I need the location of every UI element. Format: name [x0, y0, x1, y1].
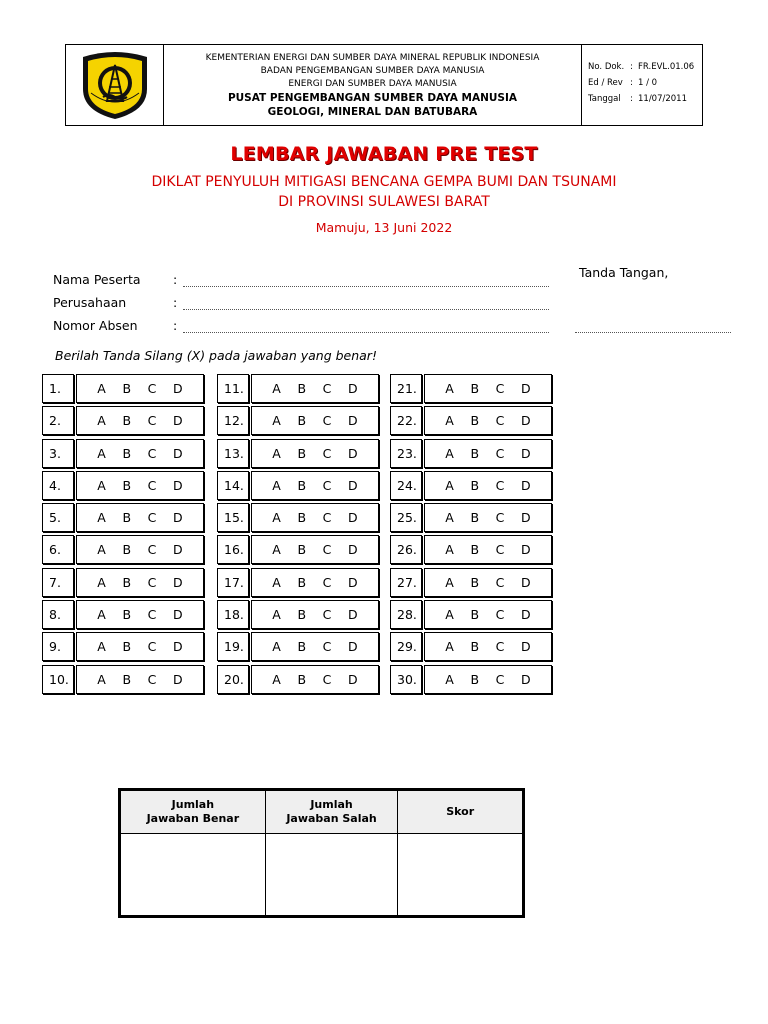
subtitle-line: DI PROVINSI SULAWESI BARAT [278, 194, 490, 210]
answer-options [76, 503, 204, 532]
question-number: 8. [42, 600, 74, 629]
option-a[interactable]: A [445, 607, 454, 623]
option-c[interactable]: C [147, 542, 157, 558]
answer-options [424, 568, 552, 597]
option-a[interactable]: A [97, 607, 106, 623]
answer-options [251, 568, 379, 597]
option-b[interactable]: B [470, 574, 480, 590]
question-number: 25. [390, 503, 422, 532]
option-d[interactable]: D [348, 445, 358, 461]
question-number: 18. [217, 600, 249, 629]
option-b[interactable]: B [470, 510, 480, 526]
subtitle [0, 172, 768, 212]
option-d[interactable]: D [348, 671, 358, 687]
answer-options [251, 535, 379, 564]
option-a[interactable]: A [272, 477, 281, 493]
doc-info-key: No. Dok. [588, 62, 625, 72]
question-number: 6. [42, 535, 74, 564]
option-b[interactable]: B [122, 477, 132, 493]
option-d[interactable]: D [348, 639, 358, 655]
option-b[interactable]: B [470, 671, 480, 687]
option-b[interactable]: B [122, 381, 132, 396]
org-line: ENERGI DAN SUMBER DAYA MANUSIA [288, 78, 457, 89]
option-a[interactable]: A [97, 510, 106, 526]
answer-options [76, 568, 204, 597]
answer-options [251, 503, 379, 532]
option-a[interactable]: A [445, 510, 454, 526]
question-number: 12. [217, 406, 249, 435]
option-b[interactable]: B [297, 445, 307, 461]
answer-options [76, 632, 204, 661]
option-b[interactable]: B [122, 639, 132, 655]
option-d[interactable]: D [521, 639, 531, 655]
field-perusahaan [53, 295, 549, 310]
option-a[interactable]: A [272, 542, 281, 558]
answer-options [424, 374, 552, 403]
answer-options [424, 439, 552, 468]
field-colon: : [173, 295, 178, 310]
option-a[interactable]: A [97, 477, 106, 493]
question-number: 7. [42, 568, 74, 597]
header-jumlah-salah [265, 791, 398, 834]
option-c[interactable]: C [147, 381, 157, 396]
organization-block [164, 45, 582, 125]
option-c[interactable]: C [495, 542, 505, 558]
header-line: Jumlah [310, 798, 353, 811]
option-b[interactable]: B [297, 671, 307, 687]
option-d[interactable]: D [521, 413, 531, 429]
field-label: Nama Peserta [53, 272, 141, 287]
option-d[interactable]: D [173, 477, 183, 493]
option-b[interactable]: B [297, 639, 307, 655]
question-number: 17. [217, 568, 249, 597]
option-d[interactable]: D [348, 381, 358, 396]
option-d[interactable]: D [173, 574, 183, 590]
option-b[interactable]: B [122, 413, 132, 429]
answer-options [424, 665, 552, 694]
option-a[interactable]: A [272, 381, 281, 396]
question-number: 13. [217, 439, 249, 468]
nomor-absen-input-line[interactable] [183, 318, 549, 333]
option-c[interactable]: C [147, 671, 157, 687]
option-a[interactable]: A [445, 413, 454, 429]
option-d[interactable]: D [173, 639, 183, 655]
option-c[interactable]: C [495, 477, 505, 493]
option-d[interactable]: D [348, 542, 358, 558]
option-c[interactable]: C [322, 445, 332, 461]
option-b[interactable]: B [297, 381, 307, 396]
option-a[interactable]: A [445, 542, 454, 558]
question-number: 19. [217, 632, 249, 661]
question-number: 23. [390, 439, 422, 468]
option-b[interactable]: B [297, 413, 307, 429]
option-a[interactable]: A [272, 639, 281, 655]
question-number: 9. [42, 632, 74, 661]
answer-options [424, 471, 552, 500]
option-b[interactable]: B [297, 607, 307, 623]
answer-options [251, 406, 379, 435]
option-d[interactable]: D [521, 574, 531, 590]
doc-info-colon: : [630, 62, 633, 72]
signature-label: Tanda Tangan, [579, 265, 669, 280]
org-line: BADAN PENGEMBANGAN SUMBER DAYA MANUSIA [260, 65, 485, 76]
answer-options [424, 600, 552, 629]
option-b[interactable]: B [122, 607, 132, 623]
answer-options [424, 406, 552, 435]
option-b[interactable]: B [122, 510, 132, 526]
field-colon: : [173, 272, 178, 287]
instruction: Berilah Tanda Silang (X) pada jawaban yang benar! [55, 348, 377, 363]
question-number: 28. [390, 600, 422, 629]
option-c[interactable]: C [322, 510, 332, 526]
answer-options [76, 600, 204, 629]
option-b[interactable]: B [122, 671, 132, 687]
question-number: 20. [217, 665, 249, 694]
option-b[interactable]: B [297, 542, 307, 558]
option-c[interactable]: C [147, 477, 157, 493]
option-a[interactable]: A [445, 639, 454, 655]
answer-options [251, 600, 379, 629]
document-info [582, 45, 702, 125]
option-d[interactable]: D [173, 445, 183, 461]
answer-options [76, 406, 204, 435]
option-c[interactable]: C [322, 607, 332, 623]
option-a[interactable]: A [97, 639, 106, 655]
option-d[interactable]: D [348, 413, 358, 429]
esdm-logo-icon [77, 49, 153, 121]
answer-options [251, 632, 379, 661]
doc-info-row [588, 75, 702, 91]
answer-options [251, 665, 379, 694]
doc-info-row [588, 59, 702, 75]
option-d[interactable]: D [173, 542, 183, 558]
question-number: 11. [217, 374, 249, 403]
option-c[interactable]: C [495, 510, 505, 526]
option-d[interactable]: D [348, 607, 358, 623]
option-a[interactable]: A [272, 671, 281, 687]
option-d[interactable]: D [173, 381, 183, 396]
score-table [118, 788, 525, 918]
option-a[interactable]: A [445, 381, 454, 396]
header-line: Skor [446, 805, 475, 818]
answer-options [76, 471, 204, 500]
option-d[interactable]: D [348, 510, 358, 526]
answer-options [76, 374, 204, 403]
option-a[interactable]: A [272, 574, 281, 590]
question-number: 2. [42, 406, 74, 435]
question-number: 5. [42, 503, 74, 532]
page-title: LEMBAR JAWABAN PRE TEST [230, 143, 538, 165]
cell-skor[interactable] [398, 834, 523, 916]
doc-info-colon: : [630, 78, 633, 88]
option-d[interactable]: D [348, 477, 358, 493]
header-line: Jawaban Benar [146, 812, 240, 825]
option-c[interactable]: C [322, 542, 332, 558]
question-number: 27. [390, 568, 422, 597]
option-d[interactable]: D [521, 445, 531, 461]
answer-options [76, 535, 204, 564]
question-number: 29. [390, 632, 422, 661]
option-b[interactable]: B [470, 542, 480, 558]
option-c[interactable]: C [495, 381, 505, 396]
option-a[interactable]: A [445, 445, 454, 461]
option-c[interactable]: C [322, 477, 332, 493]
option-c[interactable]: C [495, 445, 505, 461]
option-b[interactable]: B [297, 510, 307, 526]
doc-info-value: 1 / 0 [638, 78, 658, 88]
option-c[interactable]: C [322, 671, 332, 687]
option-c[interactable]: C [147, 607, 157, 623]
document-header [65, 44, 703, 126]
option-c[interactable]: C [322, 413, 332, 429]
option-d[interactable]: D [521, 510, 531, 526]
option-a[interactable]: A [97, 413, 106, 429]
option-b[interactable]: B [122, 574, 132, 590]
option-a[interactable]: A [97, 574, 106, 590]
option-d[interactable]: D [521, 477, 531, 493]
field-colon: : [173, 318, 178, 333]
option-c[interactable]: C [322, 574, 332, 590]
doc-info-colon: : [630, 94, 633, 104]
option-c[interactable]: C [495, 671, 505, 687]
header-line: Jumlah [171, 798, 215, 811]
doc-info-key: Tanggal [588, 94, 621, 104]
answer-options [251, 374, 379, 403]
answer-options [424, 503, 552, 532]
option-d[interactable]: D [521, 607, 531, 623]
option-a[interactable]: A [445, 671, 454, 687]
option-d[interactable]: D [173, 413, 183, 429]
option-a[interactable]: A [97, 542, 106, 558]
option-d[interactable]: D [521, 542, 531, 558]
option-c[interactable]: C [147, 574, 157, 590]
option-d[interactable]: D [521, 671, 531, 687]
option-c[interactable]: C [322, 639, 332, 655]
option-c[interactable]: C [495, 639, 505, 655]
doc-info-row [588, 91, 702, 107]
option-a[interactable]: A [272, 413, 281, 429]
place-date: Mamuju, 13 Juni 2022 [315, 220, 453, 235]
org-bold-line: GEOLOGI, MINERAL DAN BATUBARA [267, 105, 478, 118]
option-d[interactable]: D [173, 607, 183, 623]
perusahaan-input-line[interactable] [183, 295, 549, 310]
field-nomor-absen [53, 318, 549, 333]
question-number: 14. [217, 471, 249, 500]
org-line: KEMENTERIAN ENERGI DAN SUMBER DAYA MINERAL REPUBLIK INDONESIA [205, 52, 540, 63]
question-number: 15. [217, 503, 249, 532]
option-d[interactable]: D [521, 381, 531, 396]
option-b[interactable]: B [297, 574, 307, 590]
option-c[interactable]: C [147, 639, 157, 655]
header-jumlah-benar [121, 791, 266, 834]
option-d[interactable]: D [173, 510, 183, 526]
option-b[interactable]: B [470, 445, 480, 461]
option-a[interactable]: A [97, 381, 106, 396]
field-label: Perusahaan [53, 295, 127, 310]
field-nama-peserta [53, 272, 549, 287]
answer-options [251, 439, 379, 468]
doc-info-key: Ed / Rev [588, 78, 623, 88]
option-c[interactable]: C [147, 445, 157, 461]
answer-options [251, 471, 379, 500]
question-number: 1. [42, 374, 74, 403]
answer-options [424, 535, 552, 564]
question-number: 21. [390, 374, 422, 403]
option-c[interactable]: C [322, 381, 332, 396]
doc-info-value: 11/07/2011 [638, 94, 687, 104]
answer-options [424, 632, 552, 661]
answer-options [76, 665, 204, 694]
option-b[interactable]: B [297, 477, 307, 493]
cell-jumlah-salah[interactable] [265, 834, 398, 916]
question-number: 3. [42, 439, 74, 468]
option-d[interactable]: D [348, 574, 358, 590]
question-number: 26. [390, 535, 422, 564]
option-b[interactable]: B [470, 607, 480, 623]
option-a[interactable]: A [272, 607, 281, 623]
option-a[interactable]: A [97, 445, 106, 461]
cell-jumlah-benar[interactable] [121, 834, 266, 916]
option-c[interactable]: C [495, 607, 505, 623]
option-b[interactable]: B [122, 542, 132, 558]
option-c[interactable]: C [147, 510, 157, 526]
option-a[interactable]: A [272, 445, 281, 461]
option-b[interactable]: B [470, 413, 480, 429]
answer-options [76, 439, 204, 468]
header-skor [398, 791, 523, 834]
org-bold-line: PUSAT PENGEMBANGAN SUMBER DAYA MANUSIA [227, 91, 518, 104]
option-b[interactable]: B [122, 445, 132, 461]
option-b[interactable]: B [470, 381, 480, 396]
option-a[interactable]: A [445, 477, 454, 493]
option-b[interactable]: B [470, 477, 480, 493]
question-number: 30. [390, 665, 422, 694]
logo-cell [66, 45, 164, 125]
option-c[interactable]: C [495, 413, 505, 429]
question-number: 4. [42, 471, 74, 500]
option-a[interactable]: A [445, 574, 454, 590]
question-number: 24. [390, 471, 422, 500]
nama-peserta-input-line[interactable] [183, 272, 549, 287]
option-a[interactable]: A [272, 510, 281, 526]
question-number: 10. [42, 665, 74, 694]
question-number: 22. [390, 406, 422, 435]
doc-info-value: FR.EVL.01.06 [638, 62, 695, 72]
option-b[interactable]: B [470, 639, 480, 655]
option-c[interactable]: C [495, 574, 505, 590]
option-a[interactable]: A [97, 671, 106, 687]
question-number: 16. [217, 535, 249, 564]
signature-line[interactable] [575, 332, 731, 333]
header-line: Jawaban Salah [286, 812, 377, 825]
field-label: Nomor Absen [53, 318, 138, 333]
option-d[interactable]: D [173, 671, 183, 687]
option-c[interactable]: C [147, 413, 157, 429]
subtitle-line: DIKLAT PENYULUH MITIGASI BENCANA GEMPA BUMI DAN TSUNAMI [151, 174, 617, 190]
